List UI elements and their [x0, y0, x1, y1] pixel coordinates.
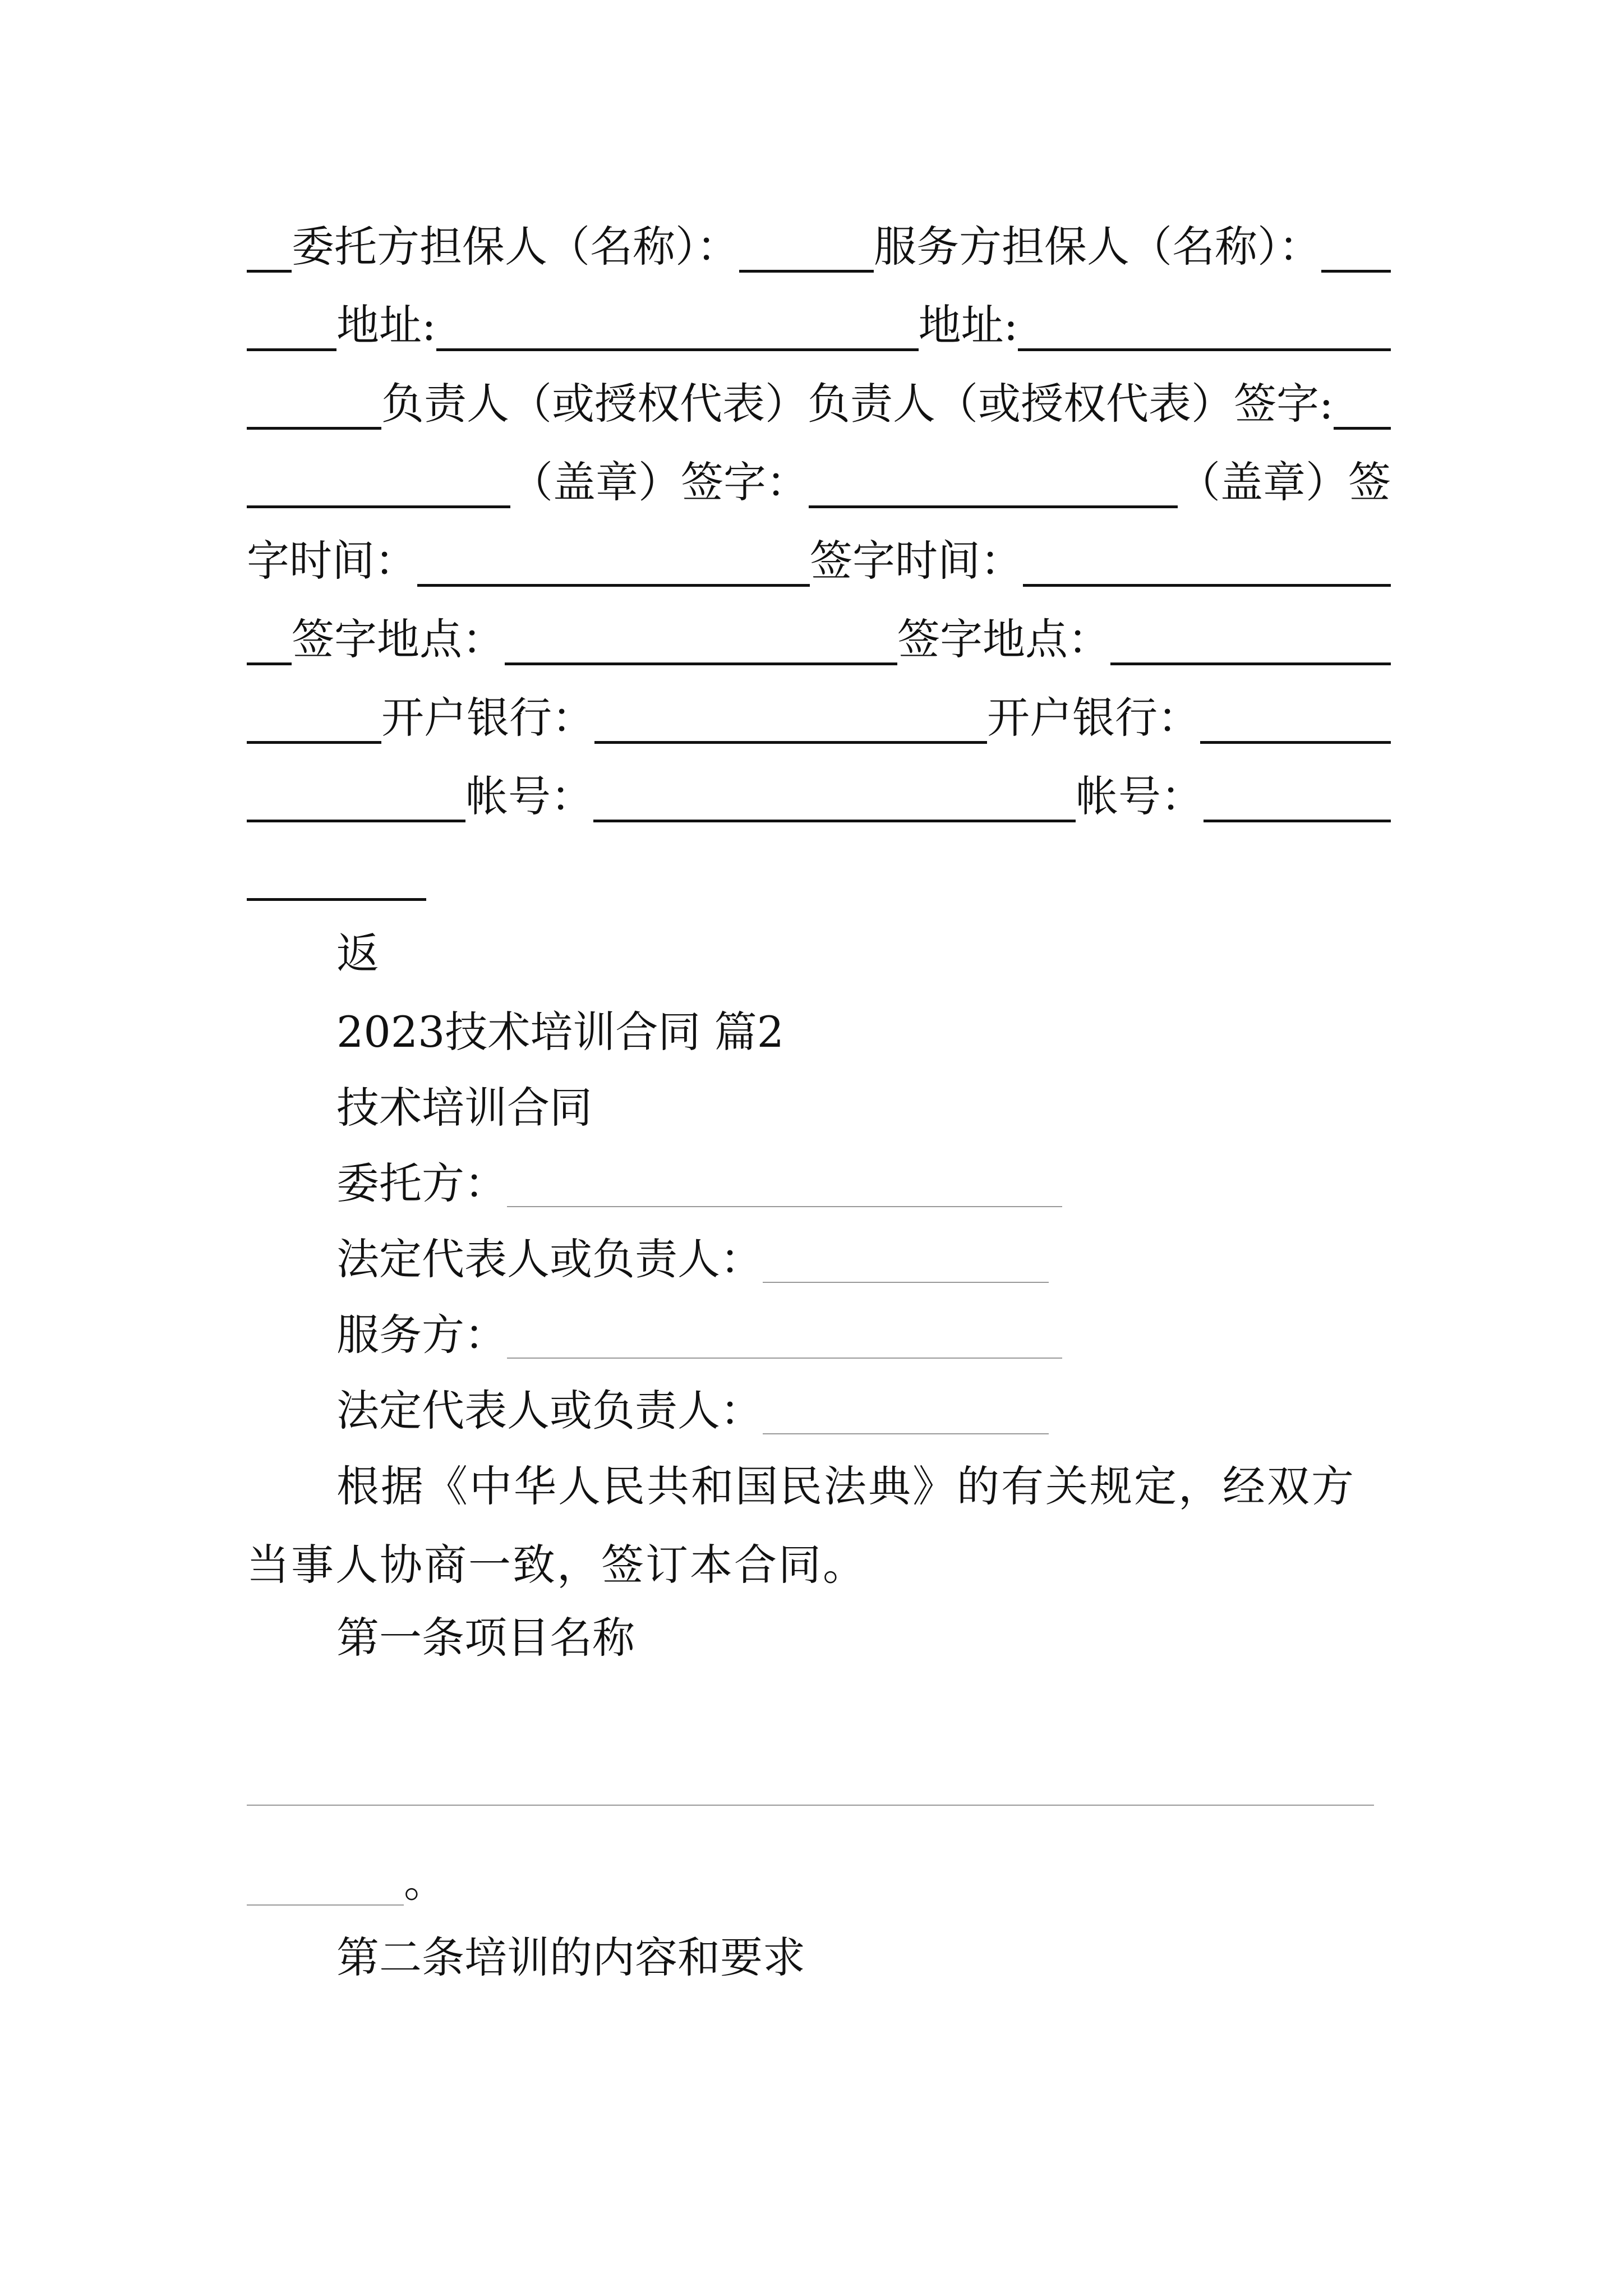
contract-title: 技术培训合同 — [336, 1083, 592, 1133]
bank-label: 开户银行： — [381, 693, 594, 743]
preamble-paragraph: 根据《中华人民共和国民法典》的有关规定，经双方当事人协商一致，签订本合同。 — [247, 1461, 1355, 1590]
sign-time-label: 签字时间： — [810, 536, 1023, 586]
seal-label: （盖章） — [510, 457, 681, 507]
blank-line — [739, 218, 874, 273]
sign-place-line — [247, 600, 1391, 679]
account-line — [247, 757, 1391, 836]
bank-label: 开户银行： — [987, 693, 1200, 743]
responsible-line — [247, 365, 1391, 443]
seal-line — [247, 443, 1391, 522]
article-1-title: 第一条项目名称 — [336, 1613, 635, 1663]
blank-line — [507, 1167, 1062, 1207]
blank-line — [247, 1803, 1374, 1806]
blank-line — [1023, 532, 1391, 587]
blank-line — [247, 689, 381, 744]
blank-line — [594, 689, 987, 744]
bank-line — [247, 679, 1391, 757]
blank-line — [436, 297, 919, 351]
blank-line — [505, 611, 897, 665]
sign-label: 签字： — [681, 457, 809, 507]
blank-line — [1334, 375, 1391, 430]
blank-line — [507, 1318, 1062, 1359]
section-heading: 2023技术培训合同 篇2 — [336, 1007, 784, 1057]
blank-line — [247, 297, 336, 351]
service-label: 服务方： — [336, 1310, 507, 1360]
blank-line — [247, 1865, 404, 1906]
guarantor-line — [247, 208, 1391, 286]
client-address-label: 地址: — [336, 300, 436, 350]
blank-line — [593, 768, 1076, 822]
blank-line — [247, 846, 426, 901]
blank-line — [1204, 768, 1391, 822]
sign-time-line — [247, 522, 1391, 600]
account-label: 帐号： — [1076, 771, 1204, 821]
project-name-tail — [247, 1843, 1391, 1921]
service-field — [336, 1296, 1062, 1374]
blank-line — [763, 1243, 1049, 1283]
service-address-label: 地址: — [918, 300, 1018, 350]
blank-line — [417, 532, 810, 587]
sign-place-label: 签字地点： — [292, 614, 505, 664]
account-label: 帐号： — [465, 771, 593, 821]
service-guarantor-label: 服务方担保人（名称）： — [874, 222, 1321, 272]
service-rep-field — [336, 1372, 1049, 1450]
service-rep-label: 法定代表人或负责人： — [336, 1386, 763, 1435]
client-label: 委托方： — [336, 1158, 507, 1208]
return-text: 返 — [336, 928, 379, 978]
period-mark: 。 — [404, 1857, 446, 1907]
client-field — [336, 1144, 1062, 1223]
blank-line — [1018, 297, 1391, 351]
client-responsible-label: 负责人（或授权代表） — [381, 379, 808, 429]
article-2-title: 第二条培训的内容和要求 — [336, 1932, 805, 1982]
client-rep-label: 法定代表人或负责人： — [336, 1234, 763, 1284]
blank-line — [247, 375, 381, 430]
blank-line — [1321, 218, 1391, 273]
service-responsible-label: 负责人（或授权代表） — [808, 379, 1234, 429]
client-guarantor-label: 委托方担保人（名称）： — [292, 222, 739, 272]
blank-line — [763, 1394, 1049, 1434]
blank-line — [809, 454, 1178, 508]
blank-line — [247, 768, 465, 822]
account-tail-line — [247, 836, 1391, 914]
blank-line — [1110, 611, 1391, 665]
sign-place-label: 签字地点： — [897, 614, 1110, 664]
blank-line — [247, 218, 292, 273]
blank-line — [1200, 689, 1391, 744]
client-rep-field — [336, 1220, 1049, 1299]
sign-char: 签 — [1348, 457, 1391, 507]
signature-label: 签字: — [1234, 379, 1334, 429]
sign-time-lead: 字时间： — [247, 536, 417, 586]
address-line — [247, 286, 1391, 365]
blank-line — [247, 454, 510, 508]
seal-label: （盖章） — [1178, 457, 1348, 507]
blank-line — [247, 611, 292, 665]
